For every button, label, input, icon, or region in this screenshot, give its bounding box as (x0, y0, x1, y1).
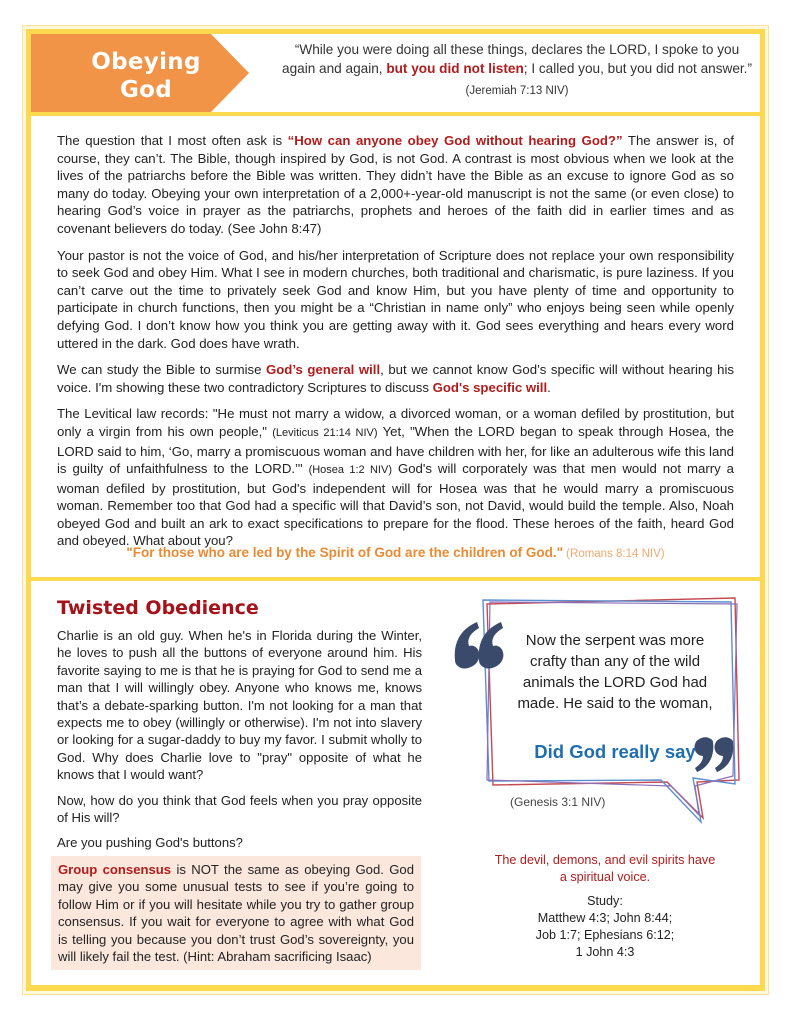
quote-part-1: “While you were doing all these things, declares the LORD, I spoke to you again and again, (282, 42, 740, 76)
p1-lead: The question that I most often ask is (57, 133, 288, 148)
p4-c: God's will corporately was that men would not marry a woman defiled by prostitution, but God's independent will for Hosea was that he would marry a promiscuous woman. Remember too that God had a specific will that David’s son, not David, would build the temple. Also, Noah obeyed God and built an ark to exact specifications to prepare for the flood. These heroes of the faith, heard God and obeyed. What about you? (57, 461, 734, 549)
consensus-text: is NOT the same as obeying God. God may give you some unusual tests to see if you’re going to follow Him or if you will hesitate while you try to gather group consensus. If you wait for everyone to agree with what God is telling you because you don’t trust God’s sovereignty, you will likely fail the test. (Hint: Abraham sacrificing Isaac) (58, 862, 414, 965)
twisted-paragraph-3: Are you pushing God's buttons? (57, 835, 243, 851)
romans-quote-text: "For those who are led by the Spirit of God are the children of God." (126, 545, 563, 560)
twisted-paragraph-1: Charlie is an old guy. When he's in Florida during the Winter, he loves to push all the buttons of everyone around him. His favorite saying to me is that he is praying for God to send me a man that I will willingly obey. Anyone who knows me, knows that’s a debate-sparking button. I'm not looking for a man that expects me to obey (willingly or otherwise). I'm not into slavery or looking for a sugar-daddy to buy my favor. I submit wholly to God. Why does Charlie love to "pray" opposite of what he knows that I would want? (57, 628, 422, 783)
page-title (71, 48, 221, 104)
general-will-highlight: God’s general will (265, 362, 381, 378)
study-label: Study: (587, 894, 623, 908)
study-line: Job 1:7; Ephesians 6:12; (535, 928, 675, 942)
header-quote (282, 40, 752, 101)
bubble-emphasis: Did God really say (534, 741, 696, 762)
p1-rest: The answer is, of course, they can’t. The Bible, though inspired by God, is not God. A contrast is most obvious when we look at the lives of the patriarchs before the Bible was written. They didn’t have the Bible as an excuse to ignore God as so many do today. Obeying your own interpretation of a 2,000+-year-old manuscript is not the same (or even close) to hearing God’s voice in prayer as the patriarchs, prophets and heroes of the faith did in earlier times and as covenant believers do today. (See John 8:47) (57, 133, 734, 236)
p4-a: The Levitical law records: "He must not marry a widow, a divorced woman, or a woman defiled by prostitution, but only a virgin from his own people," (57, 406, 734, 439)
title-line-1: Obeying (91, 49, 201, 75)
main-article (57, 132, 734, 559)
section-divider (31, 577, 760, 581)
hosea-reference: (Hosea 1:2 NIV) (308, 464, 392, 477)
devil-note: The devil, demons, and evil spirits have a spiritual voice. (494, 853, 716, 884)
paragraph-3 (57, 361, 734, 396)
bubble-quote-text: Now the serpent was more crafty than any of the wild animals the LORD God had made. He said to the woman, (517, 632, 713, 712)
open-quote-icon (455, 622, 504, 669)
p3-lead: We can study the Bible to surmise (57, 362, 266, 378)
study-references (490, 893, 720, 961)
header-divider (31, 112, 760, 116)
quote-reference: (Jeremiah 7:13 NIV) (465, 85, 569, 97)
twisted-paragraph-2: Now, how do you think that God feels when you pray opposite of His will? (57, 792, 422, 826)
section-title: Twisted Obedience (57, 597, 259, 619)
title-banner (31, 34, 249, 112)
quote-part-2: ; I called you, but you did not answer.” (523, 61, 752, 76)
study-line: 1 John 4:3 (575, 945, 635, 959)
p3-mid: , but we cannot know God’s specific will without hearing his voice. I'm showing these two contradictory Scriptures to discuss (57, 362, 734, 395)
leviticus-reference: (Leviticus 21:14 NIV) (272, 426, 378, 439)
twisted-body (57, 627, 422, 860)
specific-will-highlight: God's specific will (432, 379, 548, 395)
p4-b: Yet, "When the LORD began to speak through Hosea, the LORD said to him, ‘Go, marry a promiscuous woman and have children with her, for like an adulterous wife this land is guilty of unfaithfulness to the LORD.’" (57, 423, 734, 477)
genesis-reference: (Genesis 3:1 NIV) (510, 795, 606, 809)
paragraph-4 (57, 405, 734, 550)
key-question: “How can anyone obey God without hearing God?” (287, 133, 623, 148)
study-line: Matthew 4:3; John 8:44; (537, 911, 673, 925)
consensus-callout (51, 856, 421, 970)
quote-emphasis: but you did not listen (386, 61, 524, 76)
paragraph-1 (57, 132, 734, 238)
romans-quote (57, 545, 734, 560)
paragraph-2: Your pastor is not the voice of God, and his/her interpretation of Scripture does not replace your own responsibility to seek God and obey Him. What I see in modern churches, both traditional and charismatic, is pure laziness. If you can’t carve out the time to privately seek God and know Him, but you have plenty of time and opportunity to participate in church functions, then you might be a “Christian in name only” who enjoys being seen while openly defying God. I don’t know how you think you are getting away with it. God sees everything and hears every word uttered in the dark. God does have wrath. (57, 247, 734, 351)
consensus-lead: Group consensus (58, 862, 172, 877)
romans-reference: (Romans 8:14 NIV) (562, 548, 665, 560)
p3-end: . (547, 379, 551, 395)
title-line-2: God (119, 77, 173, 103)
